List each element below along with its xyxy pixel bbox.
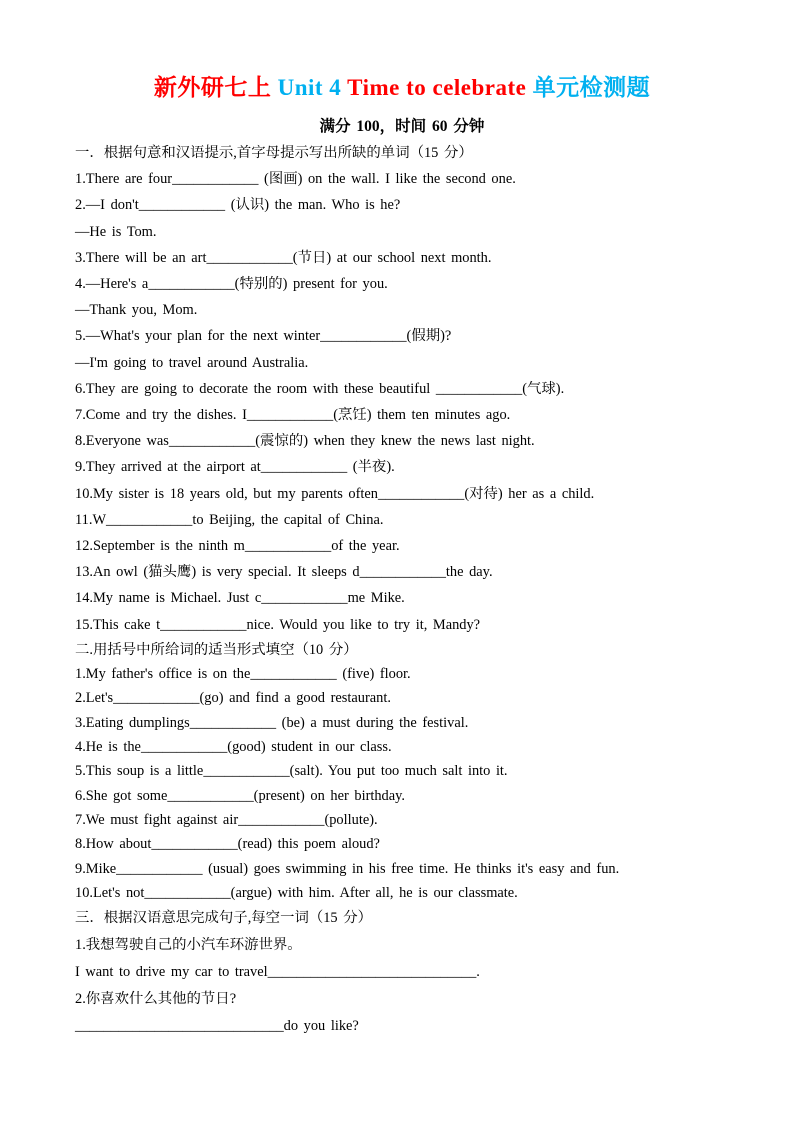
exercise-line: —Thank you, Mom. xyxy=(75,302,198,319)
section-1-heading: 一．根据句意和汉语提示,首字母提示写出所缺的单词（15 分） xyxy=(75,145,473,161)
title-part-3: Time to celebrate xyxy=(347,75,533,100)
exercise-line: 8.How about____________(read) this poem aloud? xyxy=(75,836,380,853)
section-2 xyxy=(75,638,729,905)
exercise-line: 8.Everyone was____________(震惊的) when they knew the news last night. xyxy=(75,433,535,450)
exercise-line: _____________________________do you like? xyxy=(75,1018,359,1035)
exercise-line: 1.There are four____________ (图画) on the wall. I like the second one. xyxy=(75,171,516,188)
exercise-line: 5.—What's your plan for the next winter____________(假期)? xyxy=(75,328,452,345)
title-part-2: Unit 4 xyxy=(277,75,348,100)
sections-container xyxy=(75,140,729,1040)
exercise-line: 2.你喜欢什么其他的节日? xyxy=(75,991,237,1008)
exercise-line: 4.He is the____________(good) student in our class. xyxy=(75,739,392,756)
score-time-line: 满分 100，时间 60 分钟 xyxy=(319,118,485,135)
section-3 xyxy=(75,905,729,1040)
exercise-line: 7.Come and try the dishes. I____________(烹饪) them ten minutes ago. xyxy=(75,407,511,424)
exercise-line: 4.—Here's a____________(特别的) present for you. xyxy=(75,276,388,293)
exercise-line: 1.My father's office is on the____________ (five) floor. xyxy=(75,666,411,683)
section-3-heading: 三．根据汉语意思完成句子,每空一词（15 分） xyxy=(75,910,373,927)
exercise-line: 13.An owl (猫头鹰) is very special. It sleeps d____________the day. xyxy=(75,564,493,581)
exercise-line: 7.We must fight against air____________(pollute). xyxy=(75,811,378,828)
exercise-line: I want to drive my car to travel_____________________________. xyxy=(75,964,480,981)
exercise-line: 3.There will be an art____________(节日) at our school next month. xyxy=(75,249,492,266)
title-part-1: 新外研七上 xyxy=(153,75,278,100)
exercise-line: 9.They arrived at the airport at____________ (半夜). xyxy=(75,459,395,476)
exercise-line: —He is Tom. xyxy=(75,223,157,240)
exercise-line: 6.They are going to decorate the room with these beautiful ____________(气球). xyxy=(75,380,565,397)
exercise-line: 6.She got some____________(present) on her birthday. xyxy=(75,787,406,804)
section-1 xyxy=(75,140,729,638)
section-2-heading: 二.用括号中所给词的适当形式填空（10 分） xyxy=(75,641,358,658)
exercise-line: 9.Mike____________ (usual) goes swimming in his free time. He thinks it's easy and fun. xyxy=(75,860,620,877)
title-part-4: 单元检测题 xyxy=(532,75,651,100)
exercise-line: 2.Let's____________(go) and find a good restaurant. xyxy=(75,690,391,707)
exercise-line: 1.我想驾驶自己的小汽车环游世界。 xyxy=(75,937,302,954)
exercise-line: 14.My name is Michael. Just c____________me Mike. xyxy=(75,590,405,607)
exercise-line: 10.Let's not____________(argue) with him. After all, he is our classmate. xyxy=(75,884,518,901)
exercise-line: 5.This soup is a little____________(salt). You put too much salt into it. xyxy=(75,763,508,780)
exercise-line: 11.W____________to Beijing, the capital of China. xyxy=(75,511,384,528)
exercise-line: 15.This cake t____________nice. Would you like to try it, Mandy? xyxy=(75,616,481,633)
document-title xyxy=(75,70,729,106)
exercise-line: 10.My sister is 18 years old, but my parents often____________(对待) her as a child. xyxy=(75,485,595,502)
exercise-line: 12.September is the ninth m____________of the year. xyxy=(75,538,400,555)
exercise-line: 2.—I don't____________ (认识) the man. Who is he? xyxy=(75,197,401,214)
exercise-line: 3.Eating dumplings____________ (be) a must during the festival. xyxy=(75,714,469,731)
exercise-line: —I'm going to travel around Australia. xyxy=(75,354,309,371)
